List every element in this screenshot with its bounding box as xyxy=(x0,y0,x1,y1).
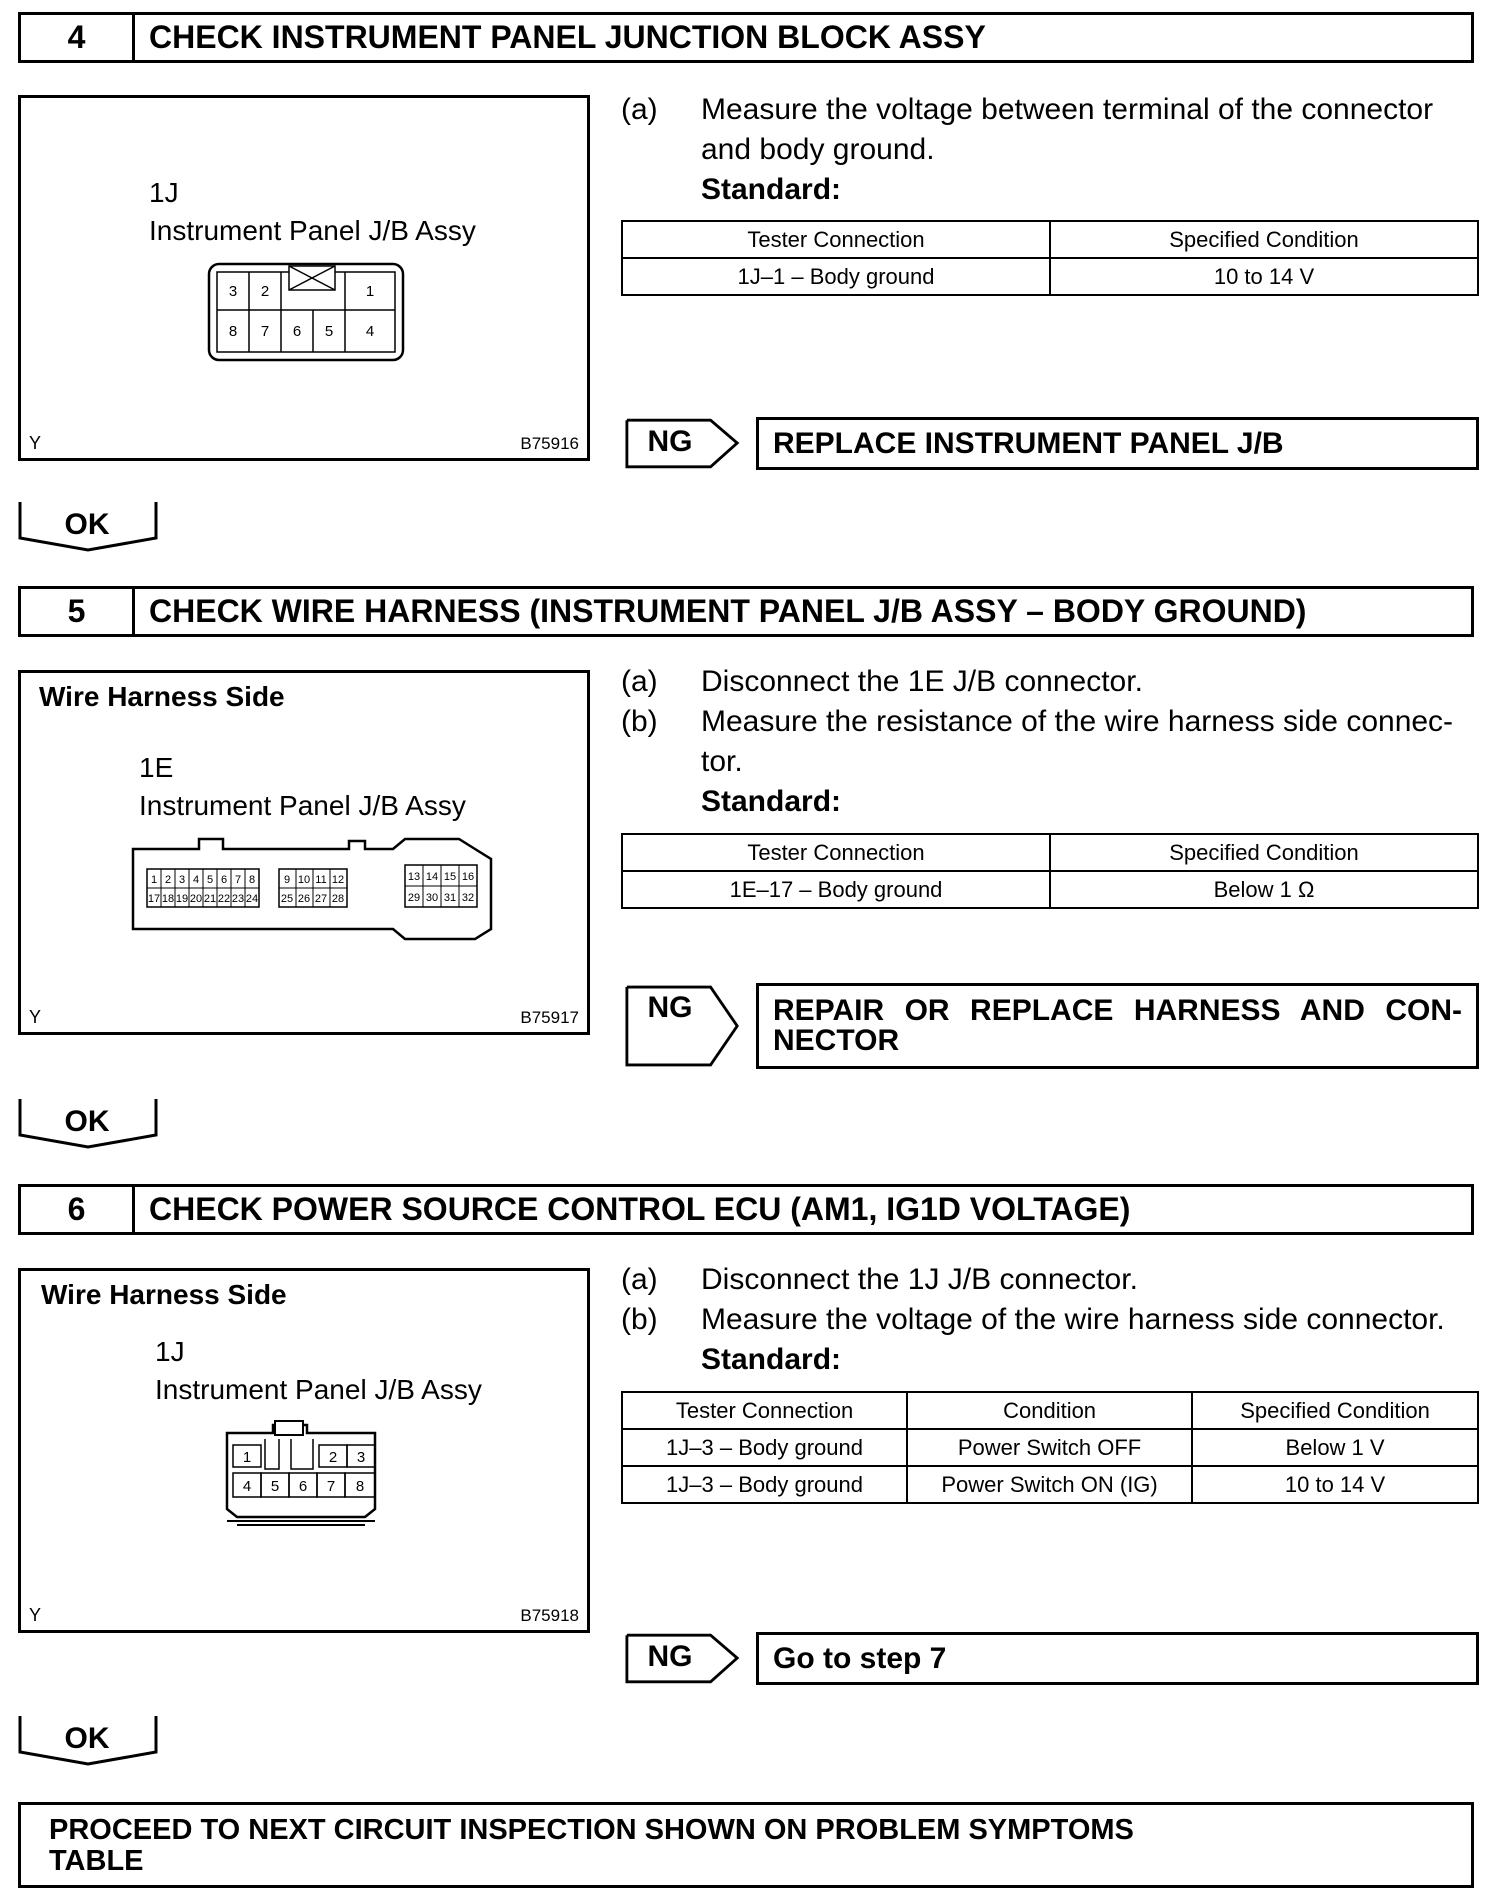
step-5-instructions xyxy=(621,662,1479,822)
pin-label: 23 xyxy=(231,893,245,905)
instruction-item xyxy=(621,90,1479,170)
instruction-text: Disconnect the 1E J/B connector. xyxy=(701,665,1143,698)
table-cell: 1J–3 – Body ground xyxy=(622,1466,907,1503)
final-text: PROCEED TO NEXT CIRCUIT INSPECTION SHOWN ON PROBLEM SYMPTOMS TABLE xyxy=(49,1814,1134,1877)
instruction-item xyxy=(621,662,1479,702)
standard-label: Standard: xyxy=(701,1343,842,1376)
ng-branch-4 xyxy=(625,417,747,470)
pin-label: 1 xyxy=(242,1449,252,1466)
standard-label: Standard: xyxy=(701,785,842,818)
spec-table xyxy=(621,833,1479,909)
figure-caption: Wire Harness Side xyxy=(39,681,285,712)
figure-caption: Wire Harness Side xyxy=(41,1279,287,1310)
table-header: Condition xyxy=(907,1392,1192,1429)
instruction-item xyxy=(621,1260,1479,1300)
pin-label: 5 xyxy=(206,874,214,886)
connector-1j-diagram xyxy=(207,262,405,362)
step-4-header xyxy=(18,12,1474,63)
figure-id: B75918 xyxy=(520,1606,579,1625)
table-header: Specified Condition xyxy=(1050,834,1478,871)
instruction-text: Disconnect the 1J J/B connector. xyxy=(701,1263,1138,1296)
step-5-header xyxy=(18,586,1474,637)
connector-id: 1J xyxy=(155,1336,185,1367)
table-cell: Below 1 Ω xyxy=(1050,871,1478,908)
standard-label: Standard: xyxy=(701,173,842,206)
connector-1j-harness-diagram xyxy=(221,1417,381,1529)
pin-label: 1 xyxy=(150,874,158,886)
pin-label: 1 xyxy=(365,283,375,300)
instruction-mark: (b) xyxy=(621,1303,658,1336)
pin-label: 12 xyxy=(331,874,345,886)
pin-label: 8 xyxy=(228,323,238,340)
pin-label: 2 xyxy=(328,1449,338,1466)
pin-label: 25 xyxy=(280,893,294,905)
instruction-item xyxy=(621,702,1479,782)
table-header: Specified Condition xyxy=(1050,221,1478,258)
pin-label: 5 xyxy=(324,323,334,340)
ng-branch-6 xyxy=(625,1632,747,1685)
ng-result: REPAIR OR REPLACE HARNESS AND CON- NECTOR xyxy=(756,983,1479,1069)
instruction-mark: (a) xyxy=(621,665,658,698)
pin-label: 14 xyxy=(425,871,439,883)
ng-label: NG xyxy=(647,425,693,458)
pin-label: 9 xyxy=(283,874,291,886)
table-cell: 10 to 14 V xyxy=(1050,258,1478,295)
pin-label: 4 xyxy=(192,874,200,886)
pin-label: 32 xyxy=(461,892,475,904)
connector-name: Instrument Panel J/B Assy xyxy=(139,790,466,821)
figure-id: B75917 xyxy=(520,1008,579,1027)
pin-label: 5 xyxy=(270,1478,280,1495)
figure-corner-mark: Y xyxy=(29,1007,42,1027)
step-title: CHECK WIRE HARNESS (INSTRUMENT PANEL J/B ASSY – BODY GROUND) xyxy=(149,593,1307,629)
pin-label: 21 xyxy=(203,893,217,905)
connector-1e-diagram xyxy=(129,835,499,945)
table-header: Tester Connection xyxy=(622,834,1050,871)
instruction-text: Measure the resistance of the wire harness side connec- tor. xyxy=(701,705,1454,778)
ok-label: OK xyxy=(64,1105,110,1138)
pin-label: 6 xyxy=(220,874,228,886)
step-title: CHECK POWER SOURCE CONTROL ECU (AM1, IG1D VOLTAGE) xyxy=(149,1191,1131,1227)
ng-branch-5 xyxy=(625,983,747,1069)
pin-label: 29 xyxy=(407,892,421,904)
ok-branch-6 xyxy=(18,1714,160,1766)
figure-corner-mark: Y xyxy=(29,433,42,453)
ng-label: NG xyxy=(647,1640,693,1673)
final-instruction xyxy=(18,1802,1474,1888)
pin-label: 26 xyxy=(297,893,311,905)
table-cell: 1J–1 – Body ground xyxy=(622,258,1050,295)
pin-label: 20 xyxy=(189,893,203,905)
step-4-instructions xyxy=(621,90,1479,210)
ok-branch-5 xyxy=(18,1097,160,1149)
pin-label: 8 xyxy=(248,874,256,886)
table-cell: Power Switch OFF xyxy=(907,1429,1192,1466)
table-header: Tester Connection xyxy=(622,1392,907,1429)
connector-figure-1e xyxy=(18,670,590,1035)
figure-id: B75916 xyxy=(520,434,579,453)
spec-table xyxy=(621,220,1479,296)
pin-label: 6 xyxy=(298,1478,308,1495)
pin-label: 27 xyxy=(314,893,328,905)
pin-label: 2 xyxy=(164,874,172,886)
step-6-header xyxy=(18,1184,1474,1235)
ng-result: Go to step 7 xyxy=(756,1632,1479,1685)
instruction-item xyxy=(621,1300,1479,1340)
table-cell: 1J–3 – Body ground xyxy=(622,1429,907,1466)
table-cell: 10 to 14 V xyxy=(1192,1466,1478,1503)
pin-label: 3 xyxy=(178,874,186,886)
instruction-mark: (b) xyxy=(621,705,658,738)
pin-label: 18 xyxy=(161,893,175,905)
instruction-mark: (a) xyxy=(621,93,658,126)
ok-label: OK xyxy=(64,1722,110,1755)
pin-label: 22 xyxy=(217,893,231,905)
spec-table xyxy=(621,1391,1479,1504)
pin-label: 10 xyxy=(297,874,311,886)
connector-name: Instrument Panel J/B Assy xyxy=(155,1374,482,1405)
instruction-text: Measure the voltage of the wire harness side connector. xyxy=(701,1303,1445,1336)
instruction-mark: (a) xyxy=(621,1263,658,1296)
step-6-instructions xyxy=(621,1260,1479,1380)
table-cell: Power Switch ON (IG) xyxy=(907,1466,1192,1503)
pin-label: 4 xyxy=(242,1478,252,1495)
pin-label: 2 xyxy=(260,283,270,300)
pin-label: 3 xyxy=(228,283,238,300)
connector-name: Instrument Panel J/B Assy xyxy=(149,215,476,246)
ok-label: OK xyxy=(64,508,110,541)
pin-label: 4 xyxy=(365,323,375,340)
table-header: Tester Connection xyxy=(622,221,1050,258)
pin-label: 7 xyxy=(234,874,242,886)
pin-label: 3 xyxy=(356,1449,366,1466)
table-cell: Below 1 V xyxy=(1192,1429,1478,1466)
instruction-text: Measure the voltage between terminal of the connector and body ground. xyxy=(701,93,1434,166)
connector-id: 1E xyxy=(139,752,174,783)
pin-label: 11 xyxy=(315,874,327,886)
pin-label: 24 xyxy=(245,893,259,905)
pin-label: 7 xyxy=(326,1478,336,1495)
pin-label: 19 xyxy=(175,893,189,905)
step-title: CHECK INSTRUMENT PANEL JUNCTION BLOCK ASSY xyxy=(149,19,986,55)
step-number: 5 xyxy=(21,589,135,634)
pin-label: 17 xyxy=(147,893,161,905)
pin-label: 8 xyxy=(355,1478,365,1495)
pin-label: 7 xyxy=(260,323,270,340)
connector-id: 1J xyxy=(149,177,179,208)
pin-label: 6 xyxy=(292,323,302,340)
connector-figure-1j-harness xyxy=(18,1268,590,1633)
pin-label: 31 xyxy=(443,892,457,904)
pin-label: 28 xyxy=(331,893,345,905)
connector-figure-1j xyxy=(18,95,590,461)
pin-label: 16 xyxy=(461,871,475,883)
ng-result: REPLACE INSTRUMENT PANEL J/B xyxy=(756,417,1479,470)
figure-corner-mark: Y xyxy=(29,1605,42,1625)
ng-label: NG xyxy=(647,991,693,1024)
table-header: Specified Condition xyxy=(1192,1392,1478,1429)
pin-label: 30 xyxy=(425,892,439,904)
table-cell: 1E–17 – Body ground xyxy=(622,871,1050,908)
step-number: 6 xyxy=(21,1187,135,1232)
pin-label: 13 xyxy=(407,871,421,883)
ok-branch-4 xyxy=(18,500,160,552)
pin-label: 15 xyxy=(443,871,457,883)
step-number: 4 xyxy=(21,15,135,60)
